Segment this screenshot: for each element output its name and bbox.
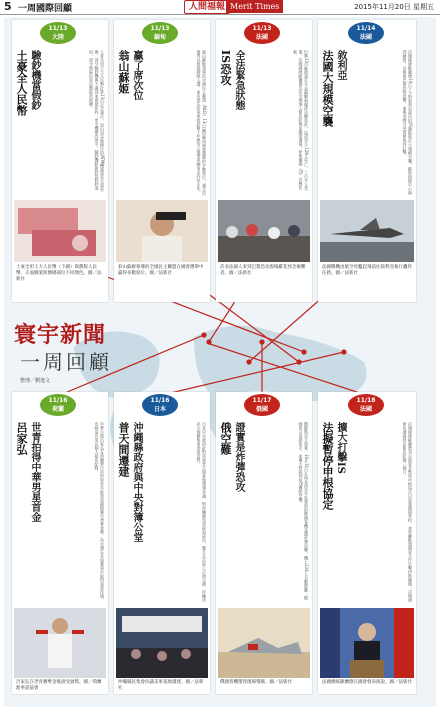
photo-caption: 許多法國人來到巴黎恐攻現場獻花悼念罹難者。圖／法新社 (220, 265, 306, 276)
byline: 整理／劉逸文 (20, 378, 51, 384)
subheadline: 擴大打擊IS (335, 422, 346, 474)
photo-caption: 土豪全用王大人民幣（下圖）與舊版人民幣，正面圖案與號碼部位不同顏色。圖／法新社 (16, 265, 102, 282)
newspaper-logo-en: Merit Times (226, 0, 283, 13)
president-speech-photo (320, 608, 414, 678)
date-badge: 11/16 日本 (142, 394, 178, 416)
section-title: 一周國際回顧 (18, 4, 73, 14)
feature-title: 寰宇新聞 (14, 322, 107, 348)
athlete-photo (14, 608, 106, 678)
news-card-okinawa (114, 392, 210, 694)
photo-caption: 俄國客機墜毀現場殘骸。圖／法新社 (220, 680, 292, 685)
page-number: 5 (4, 0, 12, 13)
article-body: 俄羅斯官方證實，10月31日在埃及西奈半島墜毀的俄國客機是遭炸彈攻擊，機上224人全數罹難；俄國誓言追緝兇手，並擴大對敘利亞IS據點空襲。 (298, 422, 309, 600)
page-header (0, 0, 440, 15)
fighter-jet-photo (320, 200, 414, 262)
date-badge: 11/16 荷蘭 (40, 394, 76, 416)
news-card-paris-attack (216, 20, 312, 302)
article-body: 土豪全用王大人民幣計算13日正式發行，而沿用各地銀行的ATM機器還未全部更換，部分驗鈔機與不識別並會被拒收；更多機構改善中。驗鈔機將新鈔當假鈔退回，部分地區民眾反應取款困擾。 (89, 50, 105, 192)
article-body: 中華小將呂家弘在荷蘭舉行的世界青年跆拳道錦標賽中勇奪金牌，為台灣在本屆賽事中取得重要佳績，也締造呂家弘個人最佳紀錄。 (94, 422, 105, 602)
date-badge: 11/13 緬甸 (142, 22, 178, 44)
subheadline: 驗鈔機當假鈔 (29, 50, 40, 110)
photo-caption: 法國戰機由航空母艦起飛前往敘利亞執行轟炸任務。圖／法新社 (322, 265, 412, 276)
subheadline: 沖繩縣政府與中央對簿公堂 (131, 422, 142, 542)
article-body: 巴黎13日晚間發生多起槍擊與爆炸攻擊事件，造成至少129人死亡、三百多人受傷。法國總統歐蘭德宣布全國進入緊急狀態並關閉邊境。伊斯蘭國（IS）宣稱犯案。 (293, 50, 309, 191)
photo-caption: 法國總統歐蘭德在國會發表演說。圖／法新社 (322, 680, 412, 685)
headline: 土豪全人民幣 (15, 50, 28, 116)
leader-photo (116, 200, 208, 262)
photo-caption: 沖繩縣民集會抗議美軍基地遷建。圖／法新社 (118, 680, 204, 691)
protest-photo (116, 608, 208, 678)
date-badge: 11/17 俄國 (244, 394, 280, 416)
article-body: 法國總統歐蘭德14日下令對敘利亞境內的IS據點進行大規模空襲，摧毀指揮中心與訓練營，以報復巴黎恐怖攻擊，並與美國分享情報協同打擊。 (402, 50, 413, 195)
headline: 翁山蘇姬 (117, 50, 130, 94)
news-card-plane-crash (216, 392, 312, 694)
news-card-schengen (318, 392, 416, 694)
banknotes-photo (14, 200, 106, 262)
date-badge: 11/18 法國 (348, 394, 384, 416)
news-card-taekwondo (12, 392, 108, 694)
subheadline: 贏了席次位 (131, 50, 142, 100)
newspaper-logo: 人間福報 (184, 0, 230, 14)
subheadline: 全法緊急狀態 (233, 50, 244, 110)
subheadline: 證實是炸彈恐攻 (233, 422, 244, 492)
photo-caption: 翁山蘇姬領導的全國民主聯盟在國會選舉中贏得多數席位。圖／法新社 (118, 265, 204, 276)
news-card-airstrike (318, 20, 416, 302)
headline: 法國大規模空襲 (321, 50, 334, 127)
subheadline: 世青拍得中華男星首金 (29, 422, 40, 522)
date-badge: 11/13 法國 (244, 22, 280, 44)
wreckage-photo (218, 608, 310, 678)
article-body: 翁山蘇姬領導的全國民主聯盟（NLD）13日贏得緬甸國會選舉的多數席位，讓全民盟得以推派總統人選，並有望在結束軍政府數十年統治之後帶領緬甸走向民主化。 (196, 50, 207, 196)
headline: 俄空難 (219, 422, 232, 455)
article-body: 法國總統歐蘭德表示將要求暫停申根協定以加強邊境管控，並呼籲歐盟國家合作打擊伊斯蘭國；法國國會也通過延長緊急狀態三個月。 (402, 422, 413, 602)
headline: 呂家弘 (15, 422, 28, 455)
headline: 普天間遷建 (117, 422, 130, 477)
feature-subtitle: 一周回顧 (20, 350, 112, 374)
subheadline: 敘利亞 (335, 50, 346, 80)
date-badge: 11/13 大陸 (40, 22, 76, 44)
issue-date: 2015年11月20日 星期五 (354, 3, 434, 11)
headline: IS恐攻 (219, 50, 232, 86)
memorial-photo (218, 200, 310, 262)
news-card-china (12, 20, 108, 302)
date-badge: 11/14 法國 (348, 22, 384, 44)
photo-caption: 呂家弘在世青賽奪金後接受頒獎。圖／荷蘭跆拳道協會 (16, 680, 102, 691)
article-body: 日本中央政府針對美軍普天間基地遷建爭議，對沖繩縣知事提起訴訟，雙方在法庭上正面交鋒，沖繩居民大規模集會表達反對。 (196, 422, 207, 602)
headline: 法擬暫停申根協定 (321, 422, 334, 510)
news-card-myanmar (114, 20, 210, 302)
